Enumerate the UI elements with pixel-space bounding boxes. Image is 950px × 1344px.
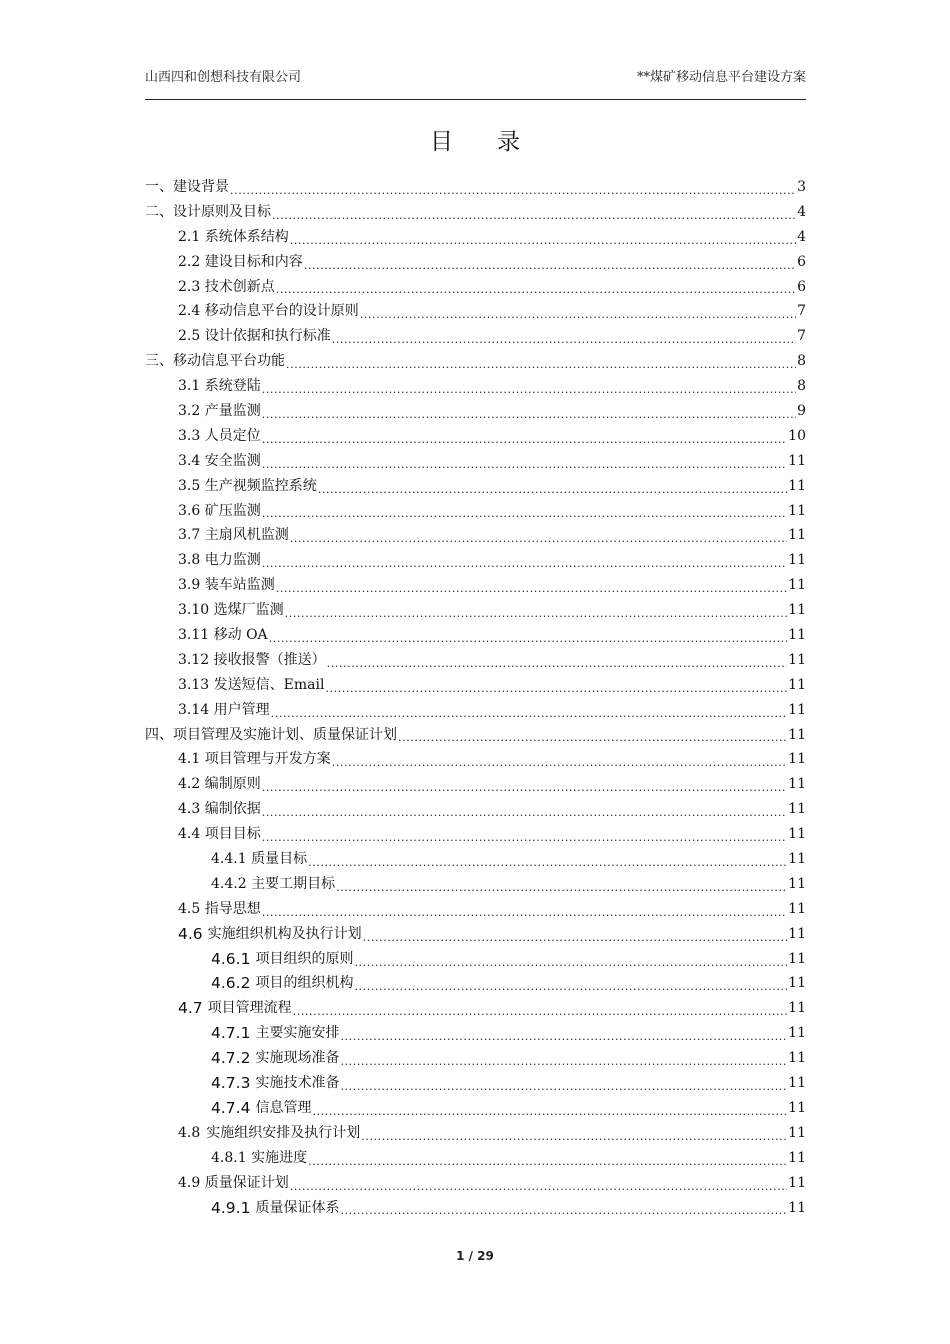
toc-entry-page: 11 [788, 975, 806, 992]
dot-leader [285, 598, 788, 623]
dot-leader [290, 523, 787, 548]
toc-entry[interactable] [145, 324, 806, 349]
toc-entry-label: 2.5 设计依据和执行标准 [178, 328, 331, 345]
table-of-contents [145, 175, 806, 1220]
toc-entry-page: 11 [788, 627, 806, 644]
toc-entry-page: 11 [788, 477, 806, 494]
toc-entry-label: 4.9 质量保证计划 [178, 1174, 289, 1191]
toc-entry-label: 2.3 技术创新点 [178, 278, 275, 295]
toc-entry[interactable] [145, 1121, 806, 1146]
toc-entry-label: 3.5 生产视频监控系统 [178, 477, 317, 494]
toc-entry[interactable] [145, 1171, 806, 1196]
dot-leader [318, 474, 787, 499]
toc-title: 目录 [430, 129, 564, 155]
toc-entry[interactable] [145, 822, 806, 847]
toc-entry-page: 11 [788, 1050, 806, 1067]
toc-entry-label: 二、设计原则及目标 [145, 203, 271, 220]
dot-leader [332, 324, 796, 349]
toc-entry-label: 实施技术准备 [255, 1075, 340, 1092]
dot-leader [276, 275, 796, 300]
toc-entry[interactable] [145, 573, 806, 598]
dot-leader [340, 1046, 787, 1071]
toc-entry[interactable] [145, 698, 806, 723]
toc-entry-label: 3.9 装车站监测 [178, 577, 275, 594]
toc-entry-label: 3.6 矿压监测 [178, 502, 261, 519]
toc-entry-label: 3.14 用户管理 [178, 701, 270, 718]
toc-entry-label: 质量保证体系 [255, 1199, 340, 1216]
toc-entry[interactable] [145, 747, 806, 772]
toc-entry-page: 7 [797, 303, 806, 320]
dot-leader [290, 225, 796, 250]
page-header [145, 66, 806, 84]
dot-leader [230, 175, 796, 200]
toc-entry-label: 3.2 产量监测 [178, 403, 261, 419]
toc-entry-page: 11 [788, 502, 806, 519]
dot-leader [327, 648, 788, 673]
toc-entry-label: 一、建设背景 [145, 178, 229, 195]
dot-leader [271, 698, 788, 723]
toc-entry-label: 4.4.2 主要工期目标 [211, 875, 336, 892]
toc-entry[interactable] [145, 424, 806, 449]
toc-entry[interactable] [145, 1021, 806, 1046]
dot-leader [286, 349, 796, 374]
toc-entry-page: 11 [788, 751, 806, 768]
dot-leader [262, 897, 787, 922]
toc-entry-label: 项目组织的原则 [255, 950, 354, 967]
toc-entry-label: 3.11 移动 OA [178, 627, 268, 644]
toc-entry[interactable] [145, 449, 806, 474]
toc-entry-page: 11 [788, 1099, 806, 1116]
toc-entry-page: 3 [797, 178, 806, 195]
dot-leader [290, 1171, 787, 1196]
toc-entry-label: 三、移动信息平台功能 [145, 353, 285, 370]
toc-entry[interactable] [145, 1146, 806, 1171]
toc-entry[interactable] [145, 299, 806, 324]
toc-entry-number: 4.9.1 [211, 1198, 251, 1217]
dot-leader [262, 548, 787, 573]
toc-entry-page: 11 [788, 651, 806, 668]
toc-entry[interactable] [145, 922, 806, 947]
toc-entry-page: 11 [788, 1000, 806, 1017]
toc-entry-page: 11 [788, 701, 806, 718]
toc-entry-label: 4.1 项目管理与开发方案 [178, 751, 331, 768]
dot-leader [312, 1096, 787, 1121]
toc-entry-label: 主要实施安排 [255, 1025, 340, 1042]
toc-entry[interactable] [145, 374, 806, 399]
dot-leader [325, 673, 787, 698]
toc-entry-number: 4.6 [178, 924, 203, 943]
dot-leader [272, 200, 796, 225]
toc-entry[interactable] [145, 972, 806, 997]
dot-leader [262, 772, 787, 797]
dot-leader [354, 972, 787, 997]
toc-entry-page: 11 [788, 676, 806, 693]
dot-leader [262, 822, 787, 847]
toc-entry[interactable] [145, 499, 806, 524]
toc-entry-page: 11 [788, 950, 806, 967]
toc-entry-label: 4.3 编制依据 [178, 801, 261, 818]
toc-entry[interactable] [145, 872, 806, 897]
toc-entry[interactable] [145, 1196, 806, 1221]
dot-leader [262, 399, 796, 424]
toc-entry-label: 实施组织安排及执行计划 [206, 1124, 361, 1141]
toc-entry-label: 3.4 安全监测 [178, 452, 261, 469]
dot-leader [262, 449, 787, 474]
toc-entry-label: 4.4 项目目标 [178, 826, 261, 843]
toc-entry-label: 项目的组织机构 [255, 975, 354, 992]
toc-entry[interactable] [145, 772, 806, 797]
toc-entry-number: 4.7.3 [211, 1074, 251, 1093]
toc-entry-page: 11 [788, 1124, 806, 1141]
dot-leader [363, 922, 788, 947]
toc-entry-label: 实施组织机构及执行计划 [207, 925, 362, 942]
toc-entry-label: 3.1 系统登陆 [178, 378, 261, 395]
toc-entry[interactable] [145, 996, 806, 1021]
toc-entry[interactable] [145, 349, 806, 374]
toc-entry-page: 11 [788, 801, 806, 818]
header-rule [145, 99, 806, 100]
toc-entry-label: 4.2 编制原则 [178, 776, 261, 793]
toc-entry[interactable] [145, 474, 806, 499]
toc-entry-page: 8 [797, 353, 806, 370]
dot-leader [398, 723, 787, 748]
toc-entry-page: 10 [788, 427, 806, 444]
toc-entry-page: 11 [788, 1075, 806, 1092]
toc-entry-page: 11 [788, 1025, 806, 1042]
dot-leader [262, 499, 787, 524]
page-number: 1 / 29 [456, 1249, 494, 1263]
toc-entry-page: 11 [788, 925, 806, 942]
dot-leader [360, 299, 796, 324]
toc-entry-page: 11 [788, 851, 806, 868]
toc-entry-label: 3.13 发送短信、Email [178, 676, 325, 693]
toc-entry-page: 4 [797, 228, 806, 245]
dot-leader [354, 947, 787, 972]
dot-leader [332, 747, 787, 772]
toc-entry-page: 11 [788, 452, 806, 469]
toc-entry-label: 3.7 主扇风机监测 [178, 527, 289, 544]
toc-entry-label: 项目管理流程 [207, 1000, 292, 1017]
toc-entry-label: 2.1 系统体系结构 [178, 228, 289, 245]
dot-leader [304, 250, 796, 275]
toc-entry-page: 8 [797, 378, 806, 395]
toc-entry[interactable] [145, 225, 806, 250]
toc-entry[interactable] [145, 947, 806, 972]
toc-entry-label: 3.12 接收报警（推送） [178, 651, 326, 668]
toc-entry[interactable] [145, 1071, 806, 1096]
dot-leader [340, 1196, 787, 1221]
toc-entry-page: 11 [788, 1174, 806, 1191]
toc-entry[interactable] [145, 548, 806, 573]
toc-entry[interactable] [145, 897, 806, 922]
toc-entry[interactable] [145, 673, 806, 698]
toc-entry-page: 11 [788, 900, 806, 917]
toc-entry[interactable] [145, 648, 806, 673]
dot-leader [308, 1146, 787, 1171]
toc-entry-page: 7 [797, 328, 806, 345]
toc-entry[interactable] [145, 797, 806, 822]
toc-entry[interactable] [145, 1046, 806, 1071]
toc-entry-number: 4.6.2 [211, 974, 251, 993]
toc-entry-page: 11 [788, 602, 806, 619]
toc-entry-page: 11 [788, 1199, 806, 1216]
header-company: 山西四和创想科技有限公司 [145, 70, 302, 85]
toc-entry-page: 11 [788, 875, 806, 892]
toc-entry-label: 4.4.1 质量目标 [211, 851, 308, 868]
toc-entry-number: 4.7.4 [211, 1098, 251, 1117]
toc-entry-label: 3.8 电力监测 [178, 552, 261, 569]
toc-entry-number: 4.7 [178, 999, 203, 1018]
toc-entry[interactable] [145, 598, 806, 623]
dot-leader [276, 573, 787, 598]
toc-entry-page: 6 [797, 253, 806, 270]
toc-entry-number: 4.7.1 [211, 1024, 251, 1043]
dot-leader [340, 1021, 787, 1046]
toc-entry-label: 2.2 建设目标和内容 [178, 253, 303, 270]
toc-entry-number: 4.6.1 [211, 949, 251, 968]
dot-leader [336, 872, 787, 897]
toc-entry[interactable] [145, 399, 806, 424]
toc-entry[interactable] [145, 847, 806, 872]
toc-entry[interactable] [145, 723, 806, 748]
toc-entry-page: 11 [788, 552, 806, 569]
toc-entry-label: 3.10 选煤厂监测 [178, 602, 284, 619]
toc-entry-page: 11 [788, 726, 806, 743]
dot-leader [262, 424, 787, 449]
toc-entry-page: 4 [797, 203, 806, 220]
toc-entry[interactable] [145, 200, 806, 225]
dot-leader [293, 996, 788, 1021]
toc-entry-page: 11 [788, 776, 806, 793]
toc-entry-label: 3.3 人员定位 [178, 427, 261, 444]
dot-leader [269, 623, 788, 648]
toc-entry-label: 四、项目管理及实施计划、质量保证计划 [145, 726, 397, 743]
toc-entry-label: 信息管理 [255, 1099, 312, 1116]
toc-entry-number: 4.8 [178, 1124, 201, 1141]
toc-entry-number: 4.7.2 [211, 1049, 251, 1068]
toc-entry-page: 11 [788, 577, 806, 594]
toc-entry-page: 11 [788, 1149, 806, 1166]
toc-entry-page: 11 [788, 527, 806, 544]
toc-entry-label: 4.5 指导思想 [178, 900, 261, 917]
toc-entry-label: 实施现场准备 [255, 1050, 340, 1067]
toc-entry-page: 9 [797, 403, 806, 419]
dot-leader [262, 374, 796, 399]
dot-leader [361, 1121, 787, 1146]
toc-entry-label: 2.4 移动信息平台的设计原则 [178, 303, 359, 320]
toc-entry[interactable] [145, 523, 806, 548]
dot-leader [262, 797, 787, 822]
toc-entry[interactable] [145, 623, 806, 648]
toc-entry-page: 6 [797, 278, 806, 295]
dot-leader [308, 847, 787, 872]
toc-entry[interactable] [145, 250, 806, 275]
toc-entry[interactable] [145, 275, 806, 300]
toc-entry[interactable] [145, 1096, 806, 1121]
toc-entry-label: 4.8.1 实施进度 [211, 1149, 308, 1166]
header-doc-title: **煤矿移动信息平台建设方案 [636, 70, 806, 85]
toc-entry-page: 11 [788, 826, 806, 843]
toc-entry[interactable] [145, 175, 806, 200]
dot-leader [340, 1071, 787, 1096]
